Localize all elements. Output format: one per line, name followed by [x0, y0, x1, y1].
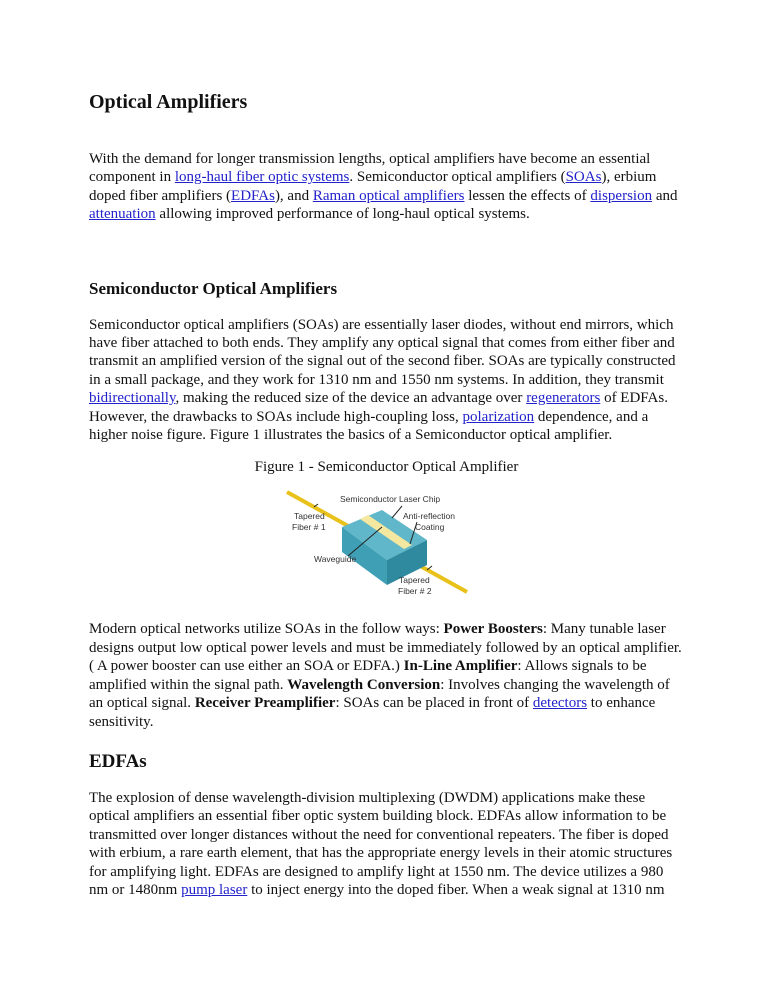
label-coating-b: Coating	[414, 522, 444, 533]
edfa-heading: EDFAs	[89, 750, 147, 772]
soa-uses-paragraph	[89, 620, 684, 730]
figure-caption: Figure 1 - Semiconductor Optical Amplifier	[254, 459, 519, 476]
edfa-paragraph	[89, 789, 684, 899]
text-run: of EDFAs. However, the drawbacks to SOAs include high-coupling loss,	[89, 390, 668, 425]
bold-term: Wavelength Conversion	[287, 676, 441, 693]
text-run: ), erbium doped fiber amplifiers (	[89, 169, 657, 204]
text-run: to enhance sensitivity.	[89, 695, 656, 730]
text-run: and	[652, 187, 678, 204]
text-run: Semiconductor optical amplifiers (SOAs) are essentially laser diodes, without end mirrors, which have fiber attached to both ends. They amplify any optical signal that comes from either fiber and transmit an amplified version of the signal out of the second fiber. SOAs are typically constructed in a small package, and they work for 1310 nm and 1550 nm systems. In addition, they transmit	[89, 316, 676, 388]
soa-heading: Semiconductor Optical Amplifiers	[89, 278, 338, 298]
inline-link[interactable]: dispersion	[590, 187, 653, 204]
text-run: lessen the effects of	[464, 187, 591, 204]
bold-term: Receiver Preamplifier	[194, 695, 336, 712]
text-run: : Allows signals to be amplified within the signal path.	[89, 658, 647, 693]
inline-link[interactable]: EDFAs	[231, 187, 275, 204]
inline-link[interactable]: long-haul fiber optic systems	[174, 169, 350, 186]
text-run: , making the reduced size of the device an advantage over	[175, 390, 527, 407]
inline-link[interactable]: bidirectionally	[89, 390, 176, 407]
text-run: ), and	[274, 187, 313, 204]
document-content	[89, 88, 684, 899]
text-run: The explosion of dense wavelength-division multiplexing (DWDM) applications make these optical amplifiers an essential fiber optic system building block. EDFAs allow information to be transmitted over longer distances without the need for conventional repeaters. The fiber is doped with erbium, a rare earth element, that has the appropriate energy levels in their atomic structures for amplifying light. EDFAs are designed to amplify light at 1550 nm. The device utilizes a 980 nm or 1480nm	[89, 789, 673, 898]
text-run: Modern optical networks utilize SOAs in the follow ways:	[89, 621, 444, 638]
bold-term: Power Boosters	[443, 621, 543, 638]
page-title: Optical Amplifiers	[89, 91, 248, 113]
label-fiber2b: Fiber # 2	[397, 586, 432, 597]
text-run: . Semiconductor optical amplifiers (	[349, 169, 566, 186]
label-fiber2a: Tapered	[398, 575, 430, 586]
text-run: dependence, and a higher noise figure. Figure 1 illustrates the basics of a Semiconductor optical amplifier.	[89, 408, 649, 444]
soa-figure	[282, 482, 472, 600]
intro-paragraph	[89, 150, 684, 224]
inline-link[interactable]: detectors	[532, 695, 588, 712]
bold-term: In-Line Amplifier	[403, 658, 518, 675]
text-run: : Involves changing the wavelength of an optical signal.	[89, 676, 670, 712]
text-run: allowing improved performance of long-haul optical systems.	[155, 206, 530, 223]
label-chip: Semiconductor Laser Chip	[339, 494, 440, 505]
text-run: : SOAs can be placed in front of	[335, 695, 533, 712]
inline-link[interactable]: pump laser	[181, 881, 248, 898]
inline-link[interactable]: Raman optical amplifiers	[312, 187, 465, 204]
text-run: With the demand for longer transmission lengths, optical amplifiers have become an essential component in	[89, 151, 651, 186]
inline-link[interactable]: attenuation	[89, 206, 156, 223]
text-run: to inject energy into the doped fiber. When a weak signal at 1310 nm	[247, 881, 665, 898]
inline-link[interactable]: polarization	[462, 408, 535, 425]
inline-link[interactable]: regenerators	[526, 390, 601, 407]
label-waveguide: Waveguide	[313, 554, 356, 565]
label-coating-a: Anti-reflection	[402, 511, 455, 522]
text-run: : Many tunable laser designs output low optical power levels and must be immediately followed by an optical amplifier. ( A power booster can use either an SOA or EDFA.)	[89, 621, 682, 675]
soa-paragraph	[89, 316, 684, 445]
label-fiber1a: Tapered	[293, 511, 325, 522]
label-fiber1b: Fiber # 1	[291, 522, 326, 533]
inline-link[interactable]: SOAs	[565, 169, 602, 186]
